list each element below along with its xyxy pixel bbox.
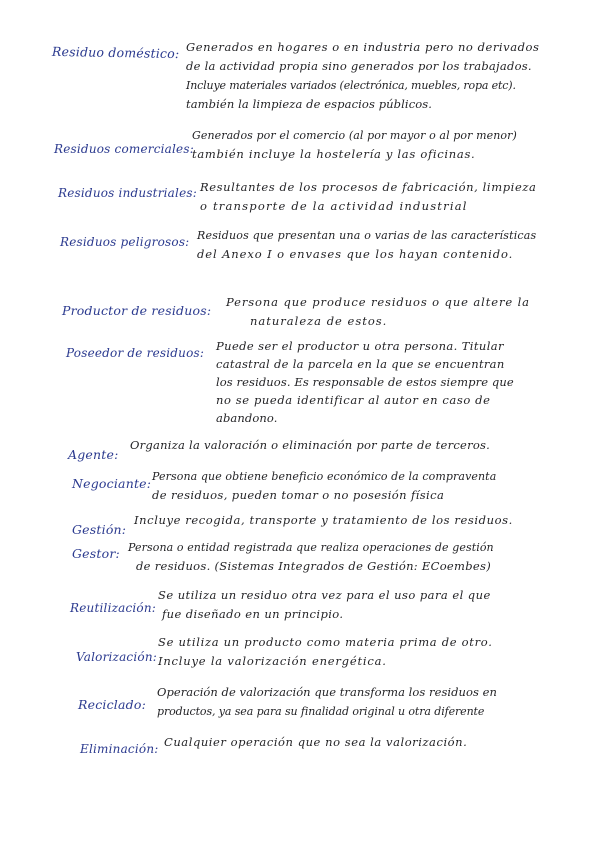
definition-text: Resultantes de los procesos de fabricación, limpieza o transporte de la actividad industrial — [200, 180, 537, 213]
definition-text: Puede ser el productor u otra persona. Titular catastral de la parcela en la que se encuentran los residuos. Es responsable de estos siempre que no se pueda identificar al autor en caso de abandono. — [216, 339, 514, 425]
term-label: Reciclado: — [78, 697, 146, 712]
term-label: Gestor: — [72, 546, 120, 561]
term-label: Productor de residuos: — [62, 303, 212, 318]
term-label: Residuos peligrosos: — [60, 235, 190, 249]
definition-text: Cualquier operación que no sea la valorización. — [164, 735, 468, 749]
definition-text: Persona o entidad registrada que realiza operaciones de gestión de residuos. (Sistemas Integrados de Gestión: ECoembes) — [128, 541, 494, 573]
definition-text: Operación de valorización que transforma los residuos en productos, ya sea para su finalidad original u otra diferente — [157, 685, 497, 718]
definition-text: Se utiliza un residuo otra vez para el uso para el que fue diseñado en un principio. — [158, 588, 491, 621]
definition-text: Generados en hogares o en industria pero no derivados de la actividad propia sino generados por los trabajados. Incluye materiales variados (electrónica, muebles, ropa etc). también la limpieza de espacios públicos. — [186, 40, 540, 111]
term-label: Valorización: — [76, 650, 157, 664]
definition-text: Se utiliza un producto como materia prima de otro. Incluye la valorización energética. — [158, 635, 493, 668]
term-label: Gestión: — [72, 522, 127, 537]
definition-text: Generados por el comercio (al por mayor o al por menor) también incluye la hostelería y las oficinas. — [192, 129, 517, 161]
term-label: Residuos comerciales: — [54, 142, 194, 156]
definition-text: Persona que produce residuos o que altere la naturaleza de estos. — [226, 295, 530, 328]
term-label: Poseedor de residuos: — [66, 346, 205, 360]
term-label: Residuos industriales: — [58, 186, 197, 200]
term-label: Residuo doméstico: — [51, 43, 180, 62]
definition-text: Residuos que presentan una o varias de las características del Anexo I o envases que los hayan contenido. — [197, 229, 537, 261]
definition-text: Incluye recogida, transporte y tratamiento de los residuos. — [134, 513, 513, 527]
term-label: Reutilización: — [70, 601, 157, 615]
term-label: Agente: — [68, 447, 119, 462]
term-label: Eliminación: — [80, 742, 159, 756]
definition-text: Organiza la valoración o eliminación por parte de terceros. — [130, 438, 491, 452]
definition-text: Persona que obtiene beneficio económico de la compraventa de residuos, pueden tomar o no posesión física — [152, 470, 497, 502]
term-label: Negociante: — [72, 476, 152, 491]
